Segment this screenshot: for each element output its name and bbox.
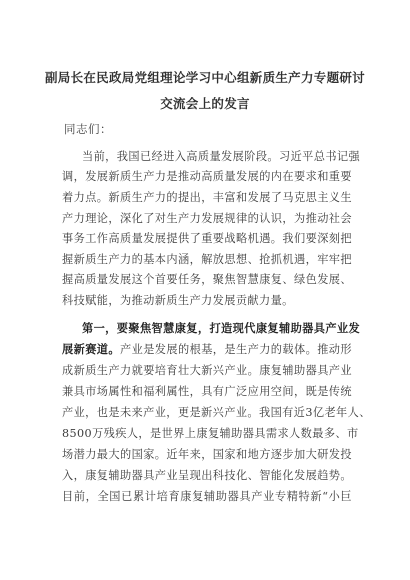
paragraph-2-line-3: 成新质生产力就要培育壮大新兴产业。康复辅助器具产业 <box>62 364 352 377</box>
paragraph-1-line-1: 当前，我国已经进入高质量发展阶段。习近平总书记强 <box>82 150 361 163</box>
paragraph-2-line-7: 场潜力最大的国家。近年来，国家和地方逐步加大研发投 <box>62 448 352 461</box>
paragraph-1-line-2: 调，发展新质生产力是推动高质量发展的内在要求和重要 <box>62 170 352 183</box>
paragraph-2-line-8: 入，康复辅助器具产业呈现出科技化、智能化发展趋势。 <box>62 469 352 482</box>
paragraph-1-line-8: 科技赋能，为推动新质生产力发展贡献力量。 <box>62 294 294 307</box>
paragraph-2-heading-end: 展新赛道。 <box>62 342 120 356</box>
paragraph-2-line-4: 兼具市场属性和福利属性，具有广泛应用空间，既是传统 <box>62 385 352 398</box>
paragraph-1-line-4: 产力理论，深化了对生产力发展规律的认识，为推动社会 <box>62 212 352 225</box>
paragraph-2-line-2 <box>62 341 352 357</box>
paragraph-2-line-2-text: 产业是发展的根基，是生产力的载体。推动形 <box>120 343 352 356</box>
paragraph-2-line-9: 目前，全国已累计培育康复辅助器具产业专精特新“小巨 <box>62 490 352 503</box>
paragraph-2-line-5: 产业，也是未来产业，更是新兴产业。我国有近3亿老年人、 <box>62 406 371 419</box>
paragraph-1-line-3: 着力点。新质生产力的提出，丰富和发展了马克思主义生 <box>62 191 352 204</box>
paragraph-1-line-7: 握高质量发展这个首要任务，聚焦智慧康复、绿色发展、 <box>62 273 352 286</box>
paragraph-2-line-6: 8500万残疾人，是世界上康复辅助器具需求人数最多、市 <box>62 427 359 440</box>
document-title-line-2: 交流会上的发言 <box>160 96 250 111</box>
salutation: 同志们： <box>64 122 112 136</box>
paragraph-1-line-5: 事务工作高质量发展提供了重要战略机遇。我们要深刻把 <box>62 232 352 245</box>
document-title-line-1: 副局长在民政局党组理论学习中心组新质生产力专题研讨 <box>44 70 365 85</box>
paragraph-1-line-6: 握新质生产力的基本内涵，解放思想、抢抓机遇，牢牢把 <box>62 253 352 266</box>
paragraph-2-heading-line-1: 第一，要聚焦智慧康复，打造现代康复辅助器具产业发 <box>82 321 361 335</box>
